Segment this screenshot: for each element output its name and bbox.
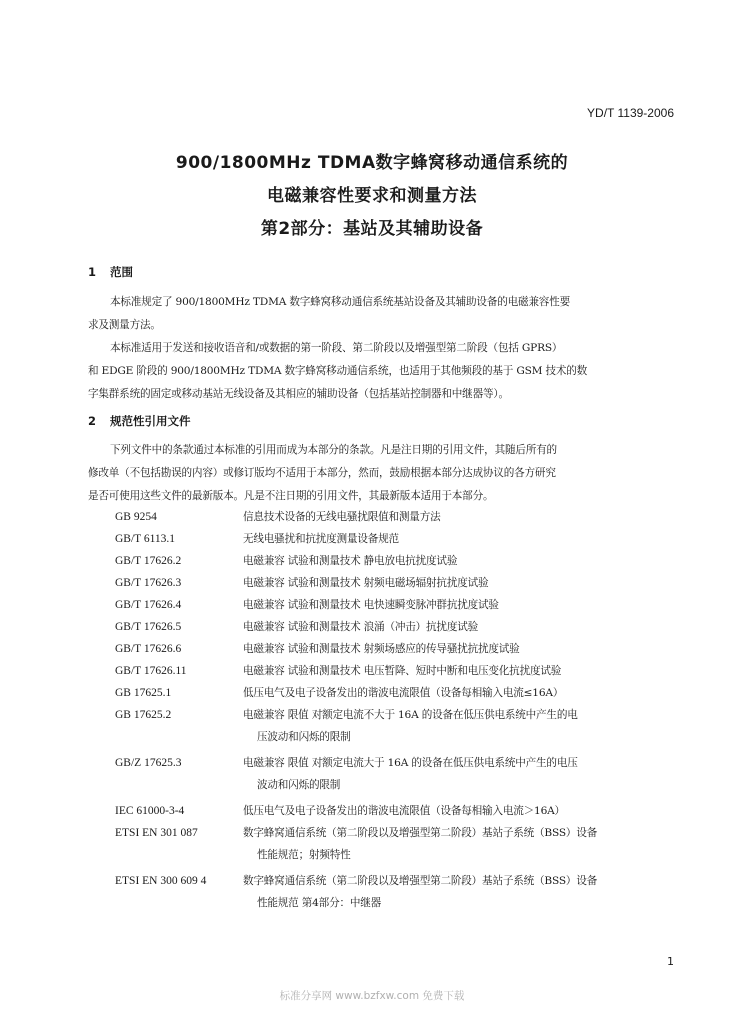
- reference-title-line: 波动和闪烁的限制: [257, 779, 341, 791]
- document-title-line-2: 电磁兼容性要求和测量方法: [267, 186, 477, 206]
- reference-row: [115, 704, 685, 748]
- reference-code: GB/T 17626.6: [115, 643, 182, 655]
- reference-title: [243, 572, 685, 594]
- reference-code: GB 9254: [115, 511, 157, 523]
- reference-row: [115, 528, 685, 550]
- section-1-paragraph-2: [88, 337, 674, 406]
- paragraph-line: 下列文件中的条款通过本标准的引用而成为本部分的条款。凡是注日期的引用文件，其随后所有的: [110, 444, 557, 456]
- reference-code: GB/T 17626.3: [115, 577, 182, 589]
- normative-references-list: [115, 506, 685, 914]
- reference-code: IEC 61000-3-4: [115, 805, 185, 817]
- reference-row: [115, 594, 685, 616]
- reference-title: [243, 752, 685, 796]
- paragraph-line: 和 EDGE 阶段的 900/1800MHz TDMA 数字蜂窝移动通信系统，也适用于其他频段的基于 GSM 技术的数: [88, 365, 588, 377]
- reference-row: [115, 800, 685, 822]
- section-title: 规范性引用文件: [110, 414, 191, 428]
- page-number: 1: [667, 955, 674, 968]
- paragraph-line: 求及测量方法。: [88, 319, 161, 331]
- reference-title: [243, 682, 685, 704]
- section-2-heading: [88, 413, 191, 429]
- paragraph-line: 本标准规定了 900/1800MHz TDMA 数字蜂窝移动通信系统基站设备及其辅助设备的电磁兼容性要: [110, 296, 570, 308]
- reference-title-line: 性能规范；射频特性: [257, 849, 351, 861]
- paragraph-line: 是否可使用这些文件的最新版本。凡是不注日期的引用文件，其最新版本适用于本部分。: [88, 490, 494, 502]
- document-title-line-1: 900/1800MHz TDMA数字蜂窝移动通信系统的: [175, 153, 569, 173]
- reference-row: [115, 752, 685, 796]
- section-2-paragraph-1: [88, 439, 674, 508]
- reference-title-line: 电磁兼容 限值 对额定电流大于 16A 的设备在低压供电系统中产生的电压: [243, 757, 578, 769]
- reference-title-line: 电磁兼容 试验和测量技术 电快速瞬变脉冲群抗扰度试验: [243, 599, 499, 611]
- reference-row: [115, 870, 685, 914]
- reference-title-line: 低压电气及电子设备发出的谐波电流限值（设备每相输入电流≤16A）: [243, 687, 564, 699]
- reference-title-line: 电磁兼容 试验和测量技术 射频电磁场辐射抗扰度试验: [243, 577, 489, 589]
- section-1-heading: [88, 264, 133, 280]
- section-title: 范围: [110, 265, 133, 279]
- reference-row: [115, 616, 685, 638]
- reference-title-line: 电磁兼容 试验和测量技术 射频场感应的传导骚扰抗扰度试验: [243, 643, 520, 655]
- reference-code: GB 17625.2: [115, 709, 172, 721]
- reference-title: [243, 528, 685, 550]
- reference-code: GB 17625.1: [115, 687, 172, 699]
- reference-title-line: 电磁兼容 试验和测量技术 电压暂降、短时中断和电压变化抗扰度试验: [243, 665, 562, 677]
- reference-row: [115, 550, 685, 572]
- paragraph-line: 修改单（不包括勘误的内容）或修订版均不适用于本部分，然而，鼓励根据本部分达成协议的各方研究: [88, 467, 556, 479]
- standard-code: YD/T 1139-2006: [587, 106, 674, 120]
- reference-row: [115, 506, 685, 528]
- reference-row: [115, 572, 685, 594]
- section-1-paragraph-1: [88, 291, 674, 337]
- reference-title-line: 数字蜂窝通信系统（第二阶段以及增强型第二阶段）基站子系统（BSS）设备: [243, 827, 598, 839]
- reference-title: [243, 550, 685, 572]
- paragraph-line: 字集群系统的固定或移动基站无线设备及其相应的辅助设备（包括基站控制器和中继器等）。: [88, 388, 509, 400]
- reference-row: [115, 682, 685, 704]
- reference-title: [243, 616, 685, 638]
- reference-title-line: 电磁兼容 试验和测量技术 静电放电抗扰度试验: [243, 555, 458, 567]
- reference-title: [243, 822, 685, 866]
- reference-row: [115, 660, 685, 682]
- reference-title: [243, 704, 685, 748]
- reference-title-line: 数字蜂窝通信系统（第二阶段以及增强型第二阶段）基站子系统（BSS）设备: [243, 875, 598, 887]
- reference-title-line: 信息技术设备的无线电骚扰限值和测量方法: [243, 511, 441, 523]
- document-title-line-3: 第2部分：基站及其辅助设备: [260, 219, 484, 239]
- section-number: 2: [88, 414, 97, 428]
- reference-code: GB/Z 17625.3: [115, 757, 182, 769]
- reference-title-line: 性能规范 第4部分：中继器: [257, 897, 382, 909]
- reference-title: [243, 594, 685, 616]
- reference-title-line: 无线电骚扰和抗扰度测量设备规范: [243, 533, 399, 545]
- reference-title-line: 压波动和闪烁的限制: [257, 731, 351, 743]
- reference-title: [243, 660, 685, 682]
- reference-code: GB/T 17626.5: [115, 621, 182, 633]
- reference-code: ETSI EN 300 609 4: [115, 875, 207, 887]
- reference-row: [115, 822, 685, 866]
- reference-title-line: 电磁兼容 限值 对额定电流不大于 16A 的设备在低压供电系统中产生的电: [243, 709, 578, 721]
- section-number: 1: [88, 265, 97, 279]
- reference-title: [243, 506, 685, 528]
- reference-code: GB/T 17626.4: [115, 599, 182, 611]
- paragraph-line: 本标准适用于发送和接收语音和/或数据的第一阶段、第二阶段以及增强型第二阶段（包括 GPRS）: [110, 342, 563, 354]
- watermark-footer: 标准分享网 www.bzfxw.com 免费下载: [279, 990, 465, 1002]
- reference-code: ETSI EN 301 087: [115, 827, 198, 839]
- reference-title: [243, 638, 685, 660]
- reference-code: GB/T 17626.2: [115, 555, 182, 567]
- reference-title-line: 低压电气及电子设备发出的谐波电流限值（设备每相输入电流＞16A）: [243, 805, 565, 817]
- reference-title: [243, 870, 685, 914]
- reference-row: [115, 638, 685, 660]
- reference-code: GB/T 6113.1: [115, 533, 176, 545]
- reference-title-line: 电磁兼容 试验和测量技术 浪涌（冲击）抗扰度试验: [243, 621, 478, 633]
- reference-code: GB/T 17626.11: [115, 665, 187, 677]
- reference-title: [243, 800, 685, 822]
